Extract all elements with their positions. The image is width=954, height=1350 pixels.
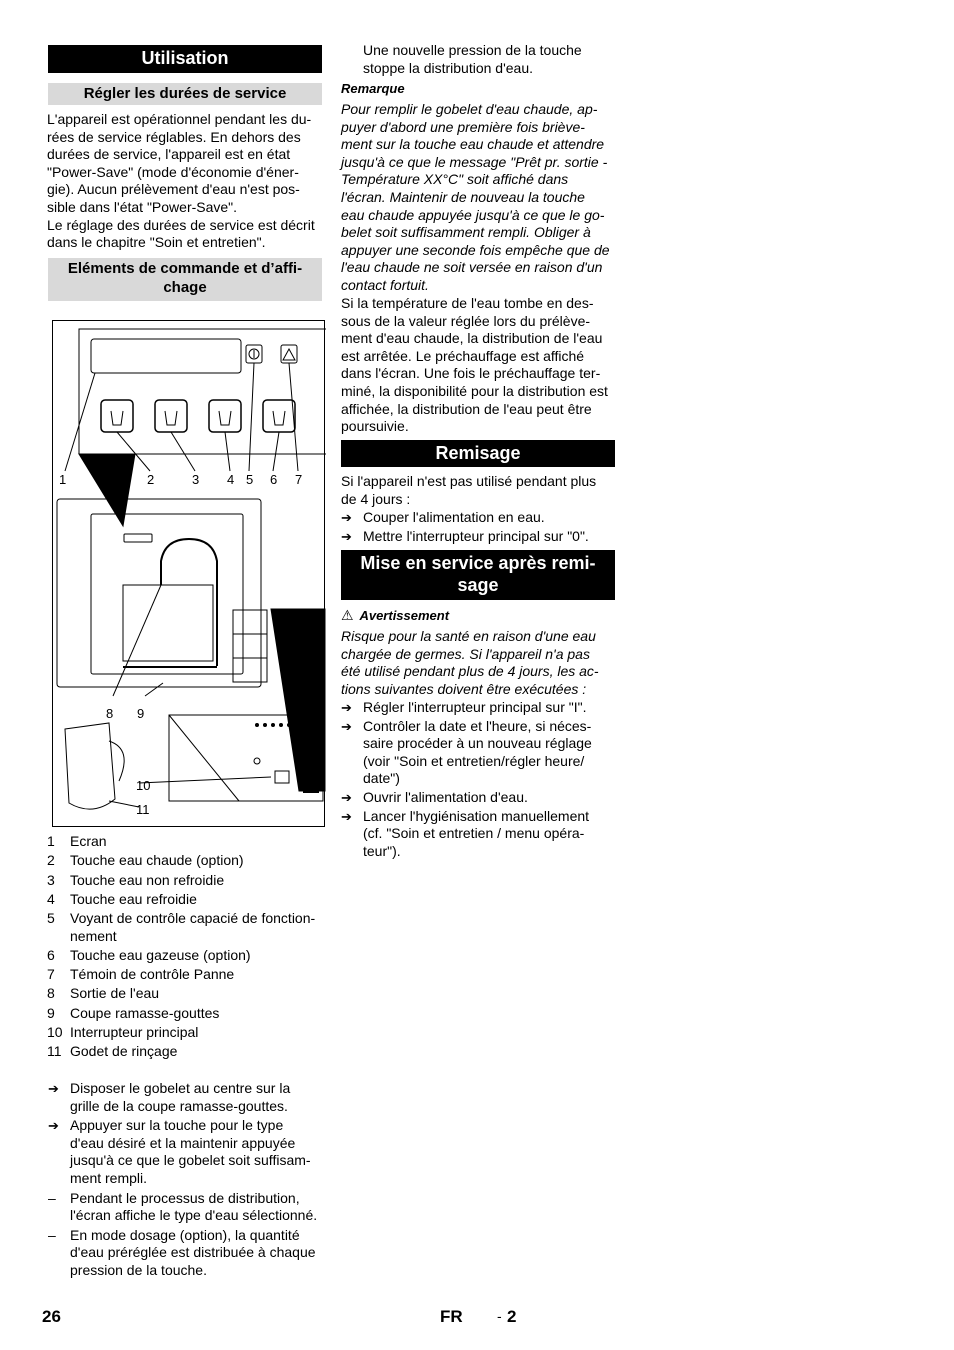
remarque-label: Remarque (341, 81, 405, 96)
durees-paragraph: L'appareil est opérationnel pendant les du- rées de service réglables. En dehors des durées de service, l'appareil est en état "Power-Save" (mode d'économie d'éner- gie). Aucun prélèvement d'eau n'est pos- sible dans l'état "Power-Save". Le réglage des durées de service est décrit dans le chapitre "Soin et entretien". (47, 111, 315, 251)
list-item: – Pendant le processus de distribution, l'écran affiche le type d'eau sélectionné. (48, 1189, 318, 1224)
temperature-paragraph: Si la température de l'eau tombe en des- sous de la valeur réglée lors du prélève- ment d'eau chaude, la distribution de l'eau est arrêtée. Le préchauffage est affiché dans l'écran. Une fois le préchauffage ter- miné, la disponibilité pour la distribution est affichée, la distribution de l'eau peut être poursuivie. (341, 295, 608, 435)
figure-label-4: 4 (227, 472, 235, 487)
legend-item: 9 Coupe ramasse-gouttes (47, 1005, 220, 1021)
list-item: ➔ Appuyer sur la touche pour le type d'eau désiré et la maintenir appuyée jusqu'à ce que le gobelet soit suffisam- ment rempli. (48, 1117, 311, 1186)
arrow-icon: ➔ (341, 700, 352, 715)
remisage-paragraph: Si l'appareil n'est pas utilisé pendant plus de 4 jours : ➔ Couper l'alimentation en eau. ➔ Mettre l'interrupteur principal sur "0". (341, 473, 621, 545)
subsection-title-elements: Eléments de commande et d’affi- chage (48, 258, 322, 301)
figure-label-10: 10 (136, 778, 151, 793)
avertissement-paragraph: Risque pour la santé en raison d'une eau chargée de germes. Si l'appareil n'a pas été utilisé pendant plus de 4 jours, les ac- tions suivantes doivent être exécutées : (341, 628, 599, 697)
arrow-icon: ➔ (341, 789, 352, 805)
figure-label-5: 5 (246, 472, 254, 487)
arrow-icon: ➔ (341, 528, 352, 544)
arrow-icon: ➔ (341, 510, 352, 526)
legend-item: 11 Godet de rinçage (47, 1043, 178, 1059)
arrow-icon: ➔ (341, 718, 352, 734)
legend-item: 8 Sortie de l'eau (47, 985, 160, 1001)
arrow-icon: ➔ (341, 808, 352, 824)
figure-label-11: 11 (136, 802, 150, 817)
figure-label-9: 9 (137, 706, 145, 721)
list-item: ➔ Disposer le gobelet au centre sur la grille de la coupe ramasse-gouttes. (48, 1080, 291, 1114)
subsection-title-durees: Régler les durées de service (48, 83, 322, 105)
list-item: ➔ Ouvrir l'alimentation d'eau. (341, 788, 528, 805)
legend-item: 5 Voyant de contrôle capacié de fonction- (47, 910, 316, 926)
machine-illustration (53, 321, 326, 828)
figure-label-1: 1 (59, 472, 67, 487)
dash-icon: – (48, 1189, 56, 1206)
avertissement-header: ⚠ Avertissement (341, 607, 450, 623)
list-item: ➔ Contrôler la date et l'heure, si néces- saire procéder à un nouveau réglage (voir "Soin et entretien/régler heure/ date") (341, 717, 592, 787)
footer-separator: - (497, 1308, 502, 1324)
list-item: ➔ Couper l'alimentation en eau. (341, 509, 545, 526)
continued-text: Une nouvelle pression de la touche stoppe la distribution d'eau. (363, 42, 582, 76)
section-title-utilisation: Utilisation (48, 45, 322, 73)
legend-item: 4 Touche eau refroidie (47, 891, 197, 907)
legend-item: nement (70, 928, 117, 944)
section-title-mise-en-service: Mise en service après remi- sage (341, 550, 615, 600)
list-item: ➔ Lancer l'hygiénisation manuellement (cf. "Soin et entretien / menu opéra- teur"). (341, 807, 590, 859)
figure-label-6: 6 (270, 472, 278, 487)
list-item: – En mode dosage (option), la quantité d'eau préréglée est distribuée à chaque pression de la touche. (48, 1226, 316, 1278)
figure-label-7: 7 (295, 472, 303, 487)
list-item: ➔ Régler l'interrupteur principal sur "I". (341, 699, 587, 715)
mise-steps (341, 699, 621, 860)
figure-label-3: 3 (192, 472, 200, 487)
warning-icon: ⚠ (341, 607, 354, 623)
legend-item: 3 Touche eau non refroidie (47, 872, 225, 888)
legend-item: 7 Témoin de contrôle Panne (47, 966, 235, 982)
legend-item: 1 Ecran (47, 833, 107, 849)
language-code: FR (440, 1307, 463, 1326)
legend-item: 2 Touche eau chaude (option) (47, 852, 244, 868)
arrow-icon: ➔ (48, 1081, 59, 1096)
section-title-remisage: Remisage (341, 440, 615, 467)
control-panel-figure (52, 320, 325, 827)
legend-item: 6 Touche eau gazeuse (option) (47, 947, 251, 963)
footer-doc-number: 2 (507, 1307, 517, 1326)
dash-icon: – (48, 1226, 56, 1243)
figure-label-2: 2 (147, 472, 155, 487)
arrow-icon: ➔ (48, 1118, 59, 1134)
page-number: 26 (42, 1307, 61, 1326)
list-item: ➔ Mettre l'interrupteur principal sur "0". (341, 527, 589, 544)
figure-label-8: 8 (106, 706, 114, 721)
remarque-paragraph: Pour remplir le gobelet d'eau chaude, ap- puyer d'abord une première fois briève- ment sur la touche eau chaude et attendre jusqu'à ce que le message "Prêt pr. sortie - Température XX°C" soit affiché dans l'écran. Maintenir de nouveau la touche eau chaude appuyée jusqu'à ce que le go- belet soit suffisamment rempli. Obliger à appuyer une seconde fois empêche que de l'eau chaude ne soit versée en raison d'un contact fortuit. (341, 101, 610, 293)
usage-steps (48, 1080, 328, 1280)
legend-item: 10 Interrupteur principal (47, 1024, 199, 1040)
